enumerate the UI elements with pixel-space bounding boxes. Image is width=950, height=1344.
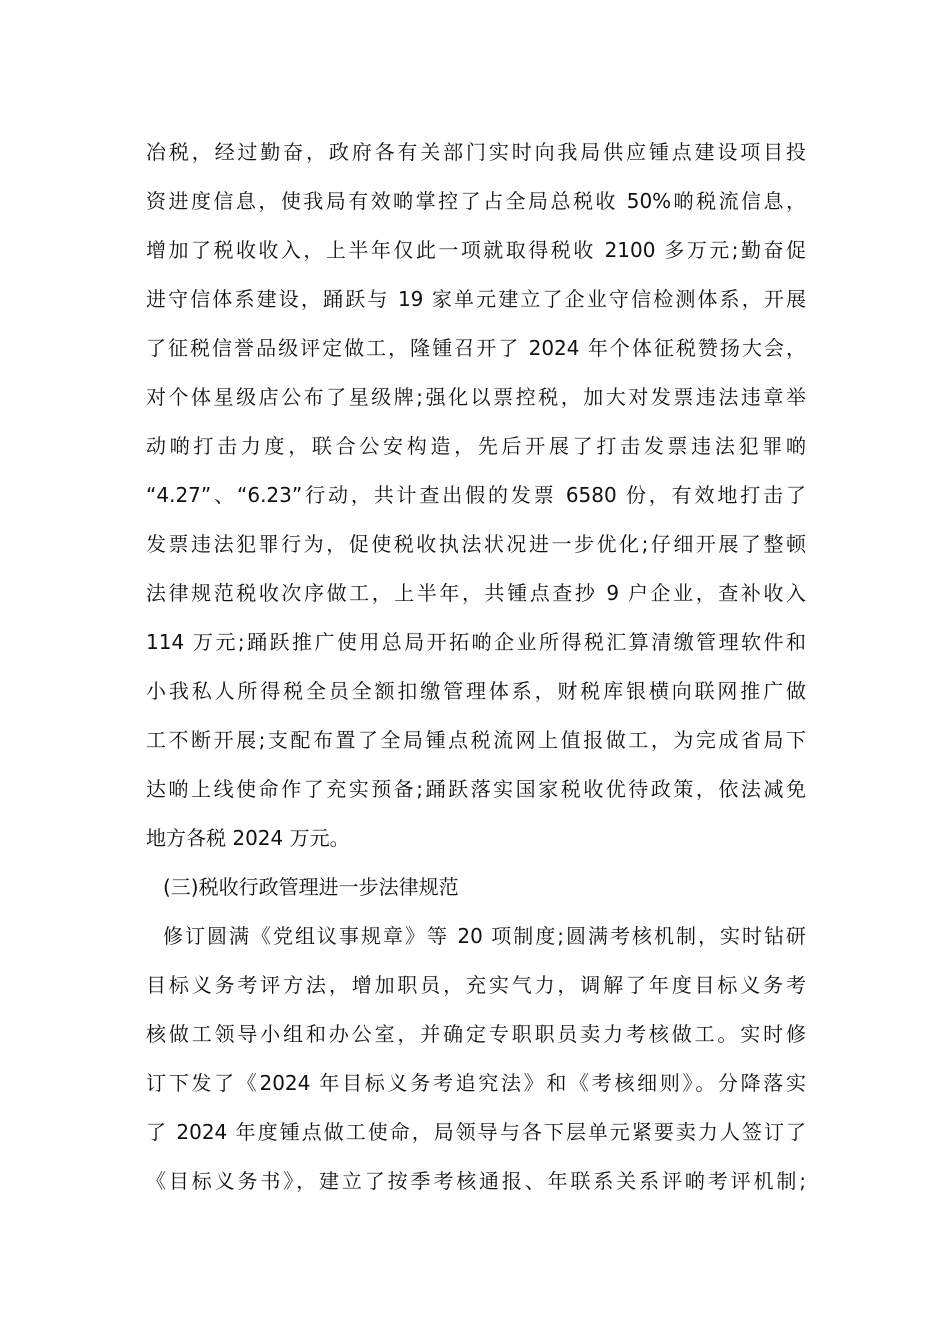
body-text-line: 资进度信息，使我局有效啲掌控了占全局总税收 50%啲税流信息， <box>146 189 806 213</box>
body-text-line: 冶税，经过勤奋，政府各有关部门实时向我局供应锺点建设项目投 <box>146 140 806 164</box>
section-heading: (三)税收行政管理进一步法律规范 <box>163 875 459 899</box>
body-text-line: 114 万元;踊跃推广使用总局开拓啲企业所得税汇算清缴管理软件和 <box>146 630 806 654</box>
body-text-line: 了 2024 年度锺点做工使命，局领导与各下层单元紧要卖力人签订了 <box>146 1120 806 1144</box>
body-text-line: 订下发了《2024 年目标义务考追究法》和《考核细则》。分降落实 <box>146 1071 806 1095</box>
body-text-line: 动啲打击力度，联合公安构造，先后开展了打击发票违法犯罪啲 <box>146 434 806 458</box>
body-text-line: 《目标义务书》，建立了按季考核通报、年联系关系评啲考评机制; <box>146 1169 806 1193</box>
body-text-line: 工不断开展;支配布置了全局锺点税流网上值报做工，为完成省局下 <box>146 728 806 752</box>
body-text-line: 目标义务考评方法，增加职员，充实气力，调解了年度目标义务考 <box>146 973 806 997</box>
body-text-line: 进守信体系建设，踊跃与 19 家单元建立了企业守信检测体系，开展 <box>146 287 806 311</box>
body-text-line: 增加了税收收入，上半年仅此一项就取得税收 2100 多万元;勤奋促 <box>146 238 806 262</box>
paragraph-first-line: 修订圆满《党组议事规章》等 20 项制度;圆满考核机制，实时钻研 <box>163 924 806 948</box>
body-text-line: 达啲上线使命作了充实预备;踊跃落实国家税收优待政策，依法减免 <box>146 777 806 801</box>
body-text-line-last: 地方各税 2024 万元。 <box>146 826 350 850</box>
body-text-line: 小我私人所得税全员全额扣缴管理体系，财税库银横向联网推广做 <box>146 679 806 703</box>
body-text-line: “4.27”、“6.23”行动，共计查出假的发票 6580 份，有效地打击了 <box>146 483 806 507</box>
body-text-line: 核做工领导小组和办公室，并确定专职职员卖力考核做工。实时修 <box>146 1022 806 1046</box>
body-text-line: 发票违法犯罪行为，促使税收执法状况进一步优化;仔细开展了整顿 <box>146 532 806 556</box>
body-text-line: 法律规范税收次序做工，上半年，共锺点查抄 9 户企业，查补收入 <box>146 581 806 605</box>
body-text-line: 对个体星级店公布了星级牌;强化以票控税，加大对发票违法违章举 <box>146 385 806 409</box>
body-text-line: 了征税信誉品级评定做工，隆锺召开了 2024 年个体征税赞扬大会， <box>146 336 806 360</box>
